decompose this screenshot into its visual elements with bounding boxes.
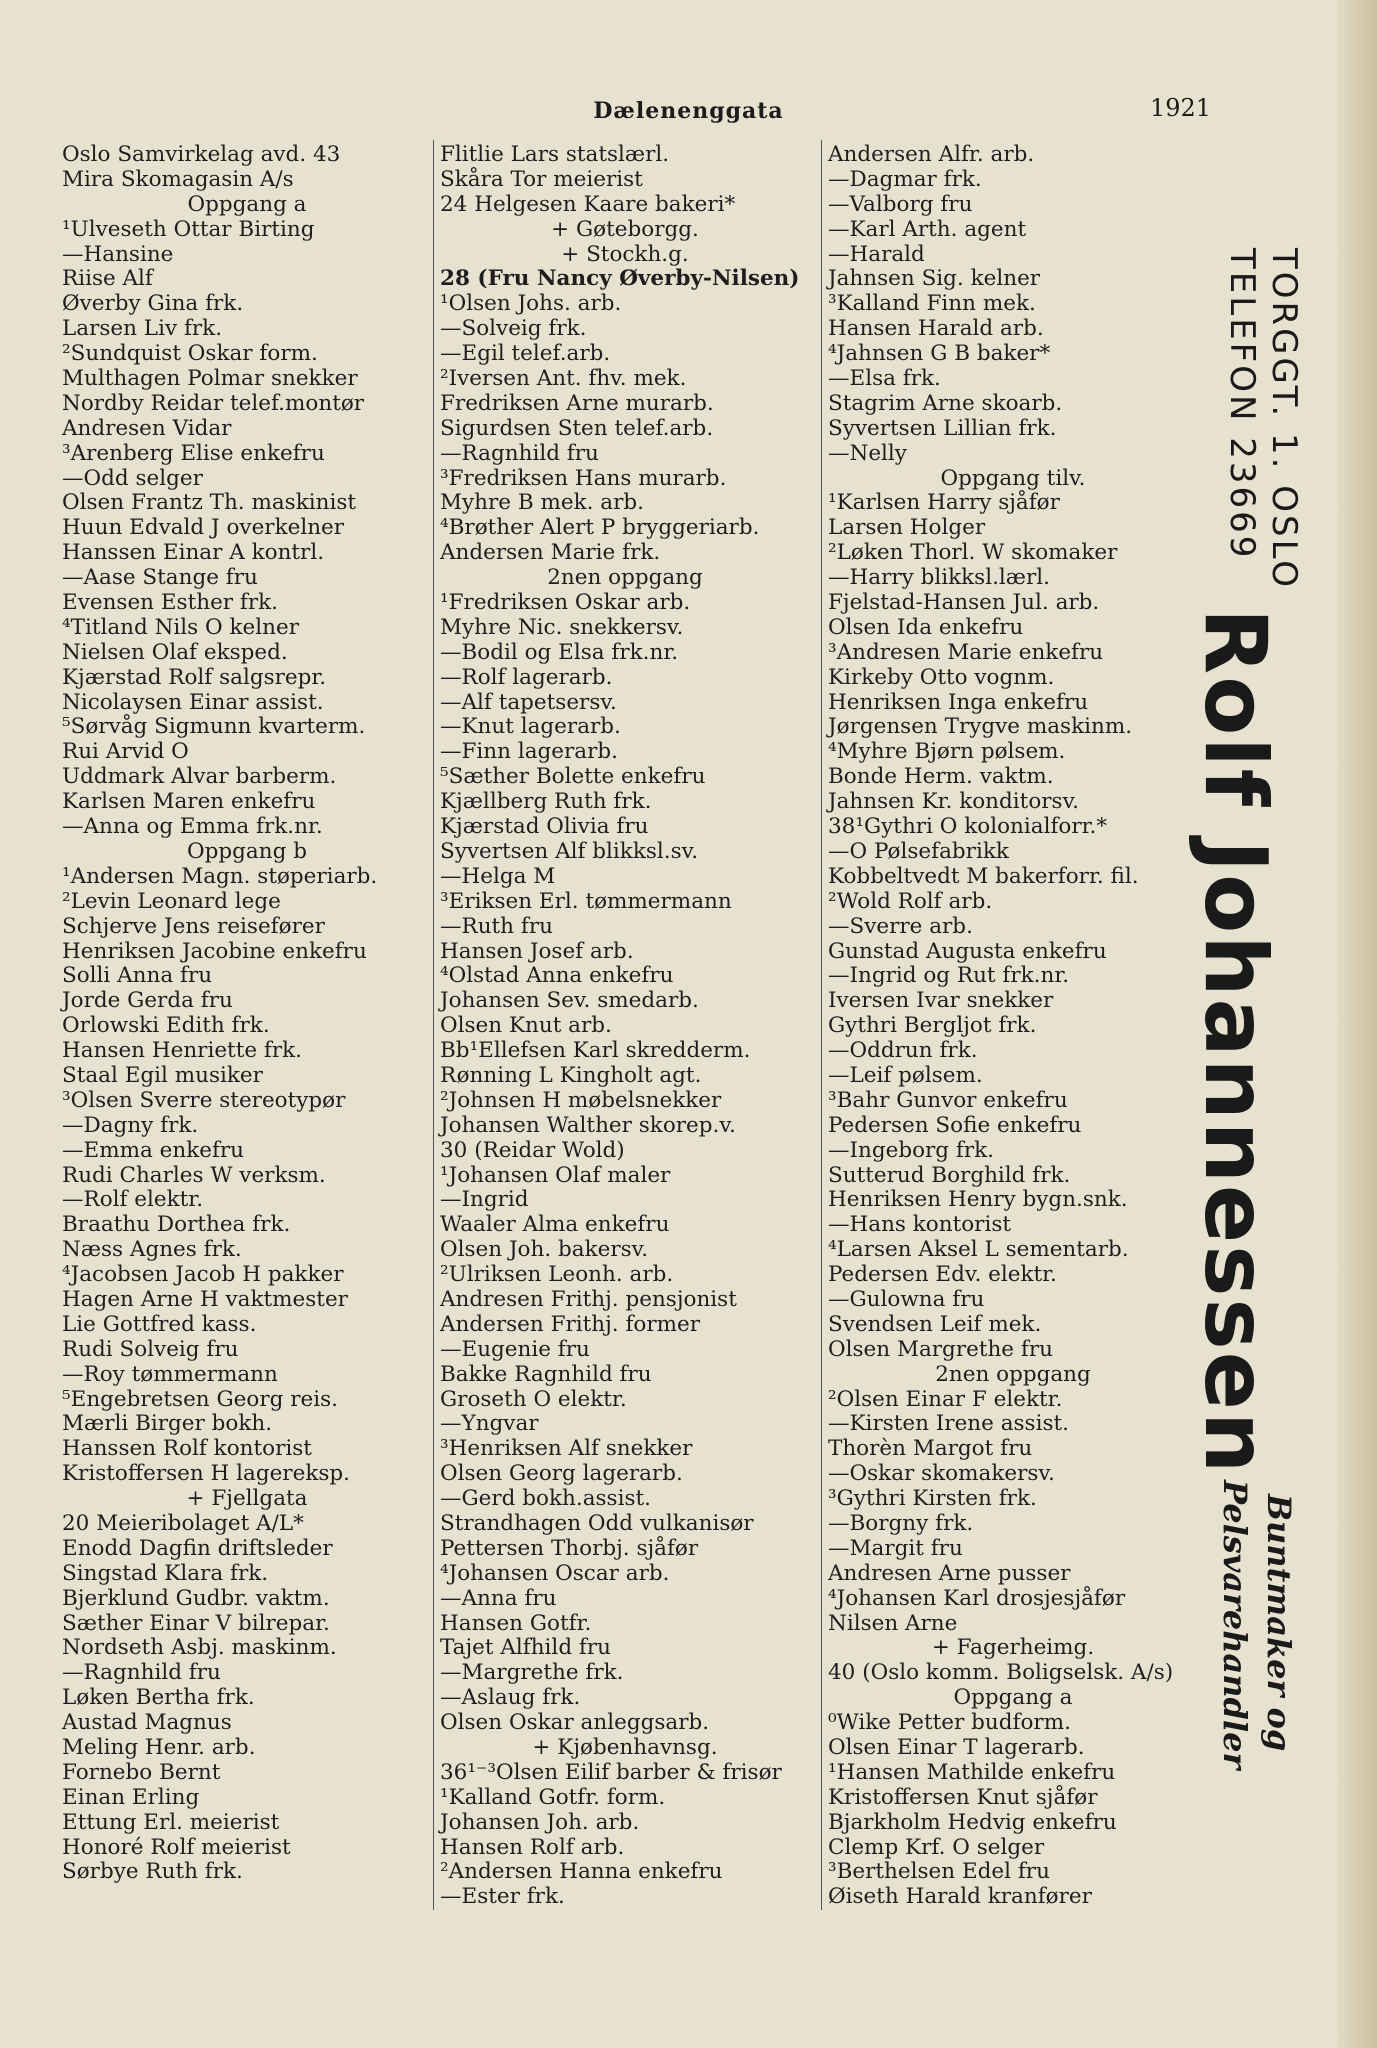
directory-entry: ⁰Wike Petter budform. [828,1710,1071,1736]
directory-entry: Jørgensen Trygve maskinm. [828,714,1133,740]
directory-entry: Oppgang tilv. [940,465,1086,491]
directory-entry: —Anna og Emma frk.nr. [62,814,323,840]
directory-entry: Uddmark Alvar barberm. [62,764,337,790]
directory-entry: Bonde Herm. vaktm. [828,764,1054,790]
directory-entry: Hanssen Rolf kontorist [62,1436,312,1462]
directory-entry: 40 (Oslo komm. Boligselsk. A/s) [828,1660,1174,1686]
directory-entry: Gunstad Augusta enkefru [828,938,1107,964]
directory-entry: Mira Skomagasin A/s [62,166,294,192]
directory-entry: Rudi Charles W verksm. [62,1162,326,1188]
directory-entry: Olsen Knut arb. [440,1013,612,1039]
directory-entry: Øverby Gina frk. [62,291,244,317]
directory-entry: ⁴Jacobsen Jacob H pakker [62,1262,344,1288]
directory-entry: Staal Egil musiker [62,1062,263,1088]
directory-entry: Einan Erling [62,1784,200,1810]
directory-entry: ⁴Jahnsen G B baker* [828,341,1051,367]
directory-entry: Nicolaysen Einar assist. [62,689,324,715]
directory-entry: ³Berthelsen Edel fru [828,1859,1050,1885]
directory-entry: —Hansine [62,241,174,267]
directory-entry: Hanssen Einar A kontrl. [62,540,325,566]
directory-entry: + Kjøbenhavnsg. [532,1735,718,1760]
directory-entry: 2nen oppgang [547,565,703,591]
directory-entry: ²Sundquist Oskar form. [62,341,318,367]
directory-entry: Jahnsen Sig. kelner [828,266,1041,292]
directory-entry: Braathu Dorthea frk. [62,1212,291,1238]
directory-entry: ³Gythri Kirsten frk. [828,1486,1037,1512]
directory-entry: —Ragnhild fru [440,440,599,466]
directory-entry: 38¹Gythri O kolonialforr.* [828,814,1108,840]
directory-entry: 20 Meieribolaget A/L* [62,1510,304,1536]
advert-phone: TELEFON 23669 [1222,248,1262,561]
directory-entry: Groseth O elektr. [440,1386,627,1412]
directory-entry: Solli Anna fru [62,963,213,989]
directory-entry: Honoré Rolf meierist [62,1834,291,1860]
directory-entry: Henriksen Jacobine enkefru [62,938,367,964]
directory-entry: Pedersen Edv. elektr. [828,1262,1057,1288]
directory-entry: ²Ulriksen Leonh. arb. [440,1262,674,1288]
directory-entry: Olsen Margrethe fru [828,1336,1053,1362]
directory-entry: Næss Agnes frk. [62,1237,242,1263]
directory-entry: —Rolf elektr. [62,1187,204,1213]
directory-entry: ³Bahr Gunvor enkefru [828,1087,1068,1113]
directory-entry: —Elsa frk. [828,366,941,392]
directory-entry: Flitlie Lars statslærl. [440,142,670,167]
directory-entry: Bjerklund Gudbr. vaktm. [62,1585,330,1611]
directory-entry: 36¹⁻³Olsen Eilif barber & frisør [440,1759,782,1785]
directory-entry: Thorèn Margot fru [828,1436,1033,1462]
directory-entry: —Knut lagerarb. [440,714,621,740]
directory-entry: Iversen Ivar snekker [828,988,1054,1014]
directory-entry: Jorde Gerda fru [62,988,233,1014]
directory-entry: —Borgny frk. [828,1510,974,1536]
directory-entry: —Ingrid og Rut frk.nr. [828,963,1070,989]
directory-entry: Myhre B mek. arb. [440,490,644,516]
directory-entry: Pettersen Thorbj. sjåfør [440,1535,699,1561]
directory-entry: Stagrim Arne skoarb. [828,390,1063,416]
directory-entry: 30 (Reidar Wold) [440,1137,625,1163]
directory-entry: —Margit fru [828,1535,963,1561]
directory-entry: —Oddrun frk. [828,1038,978,1064]
directory-entry: ²Levin Leonard lege [62,888,281,914]
directory-entry: Strandhagen Odd vulkanisør [440,1510,754,1536]
directory-entry: ⁵Sørvåg Sigmunn kvarterm. [62,714,366,740]
directory-entry: ¹Johansen Olaf maler [440,1162,671,1188]
directory-entry: —Leif pølsem. [828,1062,983,1088]
directory-entry: Olsen Joh. bakersv. [440,1237,649,1263]
directory-entry: —Oskar skomakersv. [828,1461,1055,1487]
directory-entry: Ettung Erl. meierist [62,1809,280,1835]
directory-entry: Andresen Arne pusser [828,1560,1071,1586]
directory-entry: 28 (Fru Nancy Øverby-Nilsen) [440,266,800,292]
directory-entry: —Margrethe frk. [440,1660,624,1686]
directory-entry: ²Iversen Ant. fhv. mek. [440,366,687,392]
directory-entry: Syvertsen Alf blikksl.sv. [440,838,699,864]
directory-entry: Evensen Esther frk. [62,590,278,616]
directory-entry: Olsen Oskar anleggsarb. [440,1710,710,1736]
directory-entry: ⁵Sæther Bolette enkefru [440,764,706,790]
directory-entry: Svendsen Leif mek. [828,1311,1042,1337]
directory-entry: —Anna fru [440,1585,557,1611]
directory-entry: Johansen Joh. arb. [440,1809,640,1835]
directory-entry: Kristoffersen H lagereksp. [62,1461,350,1487]
directory-entry: —Sverre arb. [828,913,973,939]
directory-entry: ¹Andersen Magn. støperiarb. [62,863,378,889]
directory-entry: Bakke Ragnhild fru [440,1361,652,1387]
directory-column-2 [440,143,810,1910]
directory-entry: Syvertsen Lillian frk. [828,415,1057,441]
directory-entry: ³Arenberg Elise enkefru [62,440,325,466]
page-number: 1921 [1150,94,1212,122]
directory-entry: —Roy tømmermann [62,1361,278,1387]
directory-entry: Løken Bertha frk. [62,1685,255,1711]
directory-entry: Enodd Dagfin driftsleder [62,1535,333,1561]
directory-entry: —Alf tapetsersv. [440,689,617,715]
directory-entry: ³Andresen Marie enkefru [828,639,1104,665]
directory-entry: Austad Magnus [62,1710,232,1736]
directory-entry: Andresen Frithj. pensjonist [440,1286,737,1312]
directory-entry: —Ingeborg frk. [828,1137,995,1163]
directory-entry: —Nelly [828,440,907,466]
directory-entry: ¹Hansen Mathilde enkefru [828,1759,1116,1785]
directory-entry: Andersen Marie frk. [440,540,661,566]
directory-entry: ³Henriksen Alf snekker [440,1436,693,1462]
directory-entry: Clemp Krf. O selger [828,1834,1045,1860]
directory-entry: ¹Kalland Gotfr. form. [440,1784,666,1810]
directory-entry: Kirkeby Otto vognm. [828,664,1055,690]
directory-entry: Jahnsen Kr. konditorsv. [828,789,1079,815]
directory-entry: —Gulowna fru [828,1286,985,1312]
directory-entry: ³Eriksen Erl. tømmermann [440,888,732,914]
directory-entry: Rønning L Kingholt agt. [440,1062,702,1088]
directory-entry: Oppgang a [187,191,307,217]
directory-entry: —Ester frk. [440,1884,565,1910]
directory-entry: Schjerve Jens reisefører [62,913,325,939]
directory-entry: ²Andersen Hanna enkefru [440,1859,723,1885]
directory-entry: Kjærstad Olivia fru [440,814,649,840]
directory-entry: + Fjellgata [186,1486,308,1512]
directory-entry: ⁵Engebretsen Georg reis. [62,1386,338,1412]
directory-entry: Johansen Walther skorep.v. [440,1112,736,1138]
directory-entry: Fredriksen Arne murarb. [440,390,714,416]
directory-entry: —Helga M [440,863,556,889]
directory-entry: —Emma enkefru [62,1137,245,1163]
directory-entry: Henriksen Inga enkefru [828,689,1089,715]
advert-name: Rolf Johannessen [1185,608,1285,1476]
directory-entry: —Valborg fru [828,191,973,217]
directory-entry: 2nen oppgang [935,1361,1091,1387]
directory-entry: Fjelstad-Hansen Jul. arb. [828,590,1100,616]
directory-entry: 24 Helgesen Kaare bakeri* [440,191,736,217]
directory-entry: Tajet Alfhild fru [440,1635,611,1661]
directory-entry: Riise Alf [62,266,153,292]
column-divider [433,140,434,1910]
directory-entry: Oppgang b [187,838,307,864]
directory-entry: Myhre Nic. snekkersv. [440,614,684,640]
directory-entry: Andersen Alfr. arb. [828,142,1035,167]
directory-entry: —Ingrid [440,1187,529,1213]
directory-entry: Meling Henr. arb. [62,1735,256,1760]
directory-entry: ¹Karlsen Harry sjåfør [828,490,1060,516]
directory-entry: Sigurdsen Sten telef.arb. [440,415,714,441]
street-heading: Dælenenggata [593,98,784,124]
directory-entry: —Odd selger [62,465,203,491]
directory-entry: ¹Ulveseth Ottar Birting [62,216,315,242]
directory-entry: Multhagen Polmar snekker [62,366,358,392]
directory-entry: Hansen Gotfr. [440,1610,592,1636]
directory-entry: —Aslaug frk. [440,1685,581,1711]
directory-entry: Oppgang a [953,1685,1073,1711]
directory-entry: —Dagny frk. [62,1112,199,1138]
directory-entry: + Fagerheimg. [931,1635,1095,1661]
directory-entry: Kobbeltvedt M bakerforr. fil. [828,863,1139,889]
directory-entry: Kjærstad Rolf salgsrepr. [62,664,327,690]
directory-entry: Rui Arvid O [62,739,189,765]
directory-entry: —O Pølsefabrikk [828,838,1009,864]
directory-entry: Andresen Vidar [62,415,232,441]
directory-entry: —Eugenie fru [440,1336,590,1362]
directory-entry: ²Wold Rolf arb. [828,888,993,914]
advert-trade-line-1: Buntmaker og [1260,1494,1298,1752]
directory-entry: —Yngvar [440,1411,539,1437]
directory-entry: Nilsen Arne [828,1610,958,1636]
directory-entry: Olsen Ida enkefru [828,614,1024,640]
directory-entry: Mærli Birger bokh. [62,1411,273,1437]
directory-entry: ⁴Johansen Karl drosjesjåfør [828,1585,1126,1611]
directory-entry: Johansen Sev. smedarb. [440,988,699,1014]
directory-entry: Øiseth Harald kranfører [828,1884,1092,1910]
advert-address: TORGGT. 1. OSLO [1264,248,1304,591]
directory-entry: ⁴Johansen Oscar arb. [440,1560,670,1586]
directory-entry: Olsen Georg lagerarb. [440,1461,683,1487]
directory-entry: ²Olsen Einar F elektr. [828,1386,1063,1412]
directory-entry: Huun Edvald J overkelner [62,515,345,541]
directory-entry: Kjællberg Ruth frk. [440,789,652,815]
directory-entry: Olsen Einar T lagerarb. [828,1735,1085,1760]
directory-entry: Olsen Frantz Th. maskinist [62,490,356,516]
directory-entry: —Ragnhild fru [62,1660,221,1686]
directory-entry: ¹Olsen Johs. arb. [440,291,622,317]
directory-entry: —Egil telef.arb. [440,341,611,367]
directory-entry: Larsen Liv frk. [62,316,223,342]
directory-entry: —Aase Stange fru [62,565,258,591]
directory-entry: —Rolf lagerarb. [440,664,613,690]
directory-entry: ⁴Larsen Aksel L sementarb. [828,1237,1129,1263]
directory-entry: Bb¹Ellefsen Karl skredderm. [440,1038,751,1064]
directory-entry: Andersen Frithj. former [440,1311,701,1337]
directory-entry: Karlsen Maren enkefru [62,789,316,815]
directory-entry: Kristoffersen Knut sjåfør [828,1784,1098,1810]
directory-entry: Sørbye Ruth frk. [62,1859,243,1885]
directory-entry: ²Løken Thorl. W skomaker [828,540,1118,566]
directory-entry: Orlowski Edith frk. [62,1013,270,1039]
directory-entry: ³Olsen Sverre stereotypør [62,1087,346,1113]
directory-column-1 [62,143,432,1885]
directory-entry: Bjarkholm Hedvig enkefru [828,1809,1117,1835]
directory-entry: Hansen Rolf arb. [440,1834,625,1860]
directory-entry: ⁴Olstad Anna enkefru [440,963,674,989]
directory-entry: + Stockh.g. [561,241,689,267]
directory-entry: ⁴Titland Nils O kelner [62,614,299,640]
directory-entry: Rudi Solveig fru [62,1336,239,1362]
directory-entry: Singstad Klara frk. [62,1560,269,1586]
directory-entry: —Solveig frk. [440,316,587,342]
directory-entry: ⁴Brøther Alert P bryggeriarb. [440,515,760,541]
directory-column-3 [828,143,1198,1910]
directory-entry: Lie Gottfred kass. [62,1311,257,1337]
directory-entry: Gythri Bergljot frk. [828,1013,1037,1039]
directory-entry: Skåra Tor meierist [440,166,643,192]
directory-entry: Hansen Henriette frk. [62,1038,302,1064]
directory-entry: —Finn lagerarb. [440,739,618,765]
directory-entry: Waaler Alma enkefru [440,1212,670,1238]
directory-entry: Fornebo Bernt [62,1759,221,1785]
directory-entry: Larsen Holger [828,515,986,541]
directory-entry: ²Johnsen H møbelsnekker [440,1087,722,1113]
directory-entry: —Bodil og Elsa frk.nr. [440,639,679,665]
directory-entry: ³Kalland Finn mek. [828,291,1036,317]
directory-entry: Pedersen Sofie enkefru [828,1112,1082,1138]
directory-entry: Hansen Josef arb. [440,938,634,964]
directory-entry: —Kirsten Irene assist. [828,1411,1069,1437]
directory-entry: Hagen Arne H vaktmester [62,1286,348,1312]
directory-entry: Sæther Einar V bilrepar. [62,1610,330,1636]
advert-trade-line-2: Pelsvarehandler [1216,1480,1254,1770]
directory-entry: ³Fredriksen Hans murarb. [440,465,727,491]
column-divider [821,140,822,1910]
directory-entry: ¹Fredriksen Oskar arb. [440,590,691,616]
directory-entry: —Gerd bokh.assist. [440,1486,651,1512]
directory-entry: —Harry blikksl.lærl. [828,565,1050,591]
directory-entry: —Hans kontorist [828,1212,1012,1238]
directory-entry: —Ruth fru [440,913,553,939]
directory-entry: + Gøteborgg. [551,216,699,242]
directory-entry: Henriksen Henry bygn.snk. [828,1187,1128,1213]
directory-entry: Nordseth Asbj. maskinm. [62,1635,337,1661]
directory-entry: —Harald [828,241,925,267]
page-edge [1337,0,1377,2048]
directory-entry: —Karl Arth. agent [828,216,1027,242]
directory-entry: ⁴Myhre Bjørn pølsem. [828,739,1066,765]
directory-entry: Nordby Reidar telef.montør [62,390,365,416]
directory-entry: —Dagmar frk. [828,166,982,192]
directory-entry: Sutterud Borghild frk. [828,1162,1071,1188]
directory-entry: Hansen Harald arb. [828,316,1044,342]
directory-entry: Nielsen Olaf eksped. [62,639,288,665]
directory-entry: Oslo Samvirkelag avd. 43 [62,142,341,167]
